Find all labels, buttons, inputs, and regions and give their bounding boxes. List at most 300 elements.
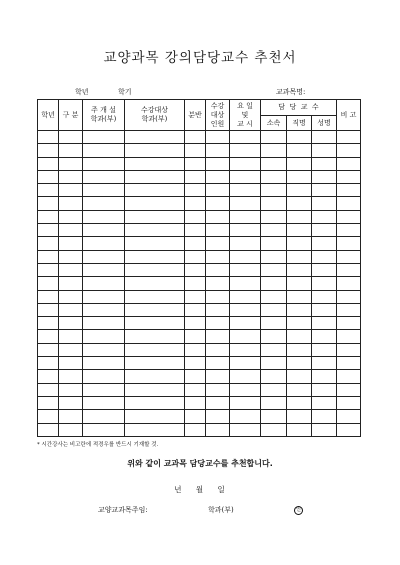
table-cell[interactable] <box>261 383 287 396</box>
table-cell[interactable] <box>337 370 361 383</box>
table-cell[interactable] <box>312 383 337 396</box>
table-cell[interactable] <box>337 357 361 370</box>
table-cell[interactable] <box>287 396 312 409</box>
table-cell[interactable] <box>261 170 287 183</box>
table-cell[interactable] <box>125 184 185 197</box>
table-cell[interactable] <box>38 357 59 370</box>
table-cell[interactable] <box>312 303 337 316</box>
table-cell[interactable] <box>312 131 337 144</box>
table-cell[interactable] <box>337 290 361 303</box>
table-cell[interactable] <box>230 383 261 396</box>
table-cell[interactable] <box>287 250 312 263</box>
table-cell[interactable] <box>337 144 361 157</box>
table-cell[interactable] <box>38 250 59 263</box>
table-cell[interactable] <box>206 410 230 423</box>
table-cell[interactable] <box>59 131 83 144</box>
table-cell[interactable] <box>287 144 312 157</box>
table-cell[interactable] <box>206 170 230 183</box>
table-cell[interactable] <box>125 423 185 436</box>
table-cell[interactable] <box>59 423 83 436</box>
table-cell[interactable] <box>38 157 59 170</box>
table-cell[interactable] <box>185 423 206 436</box>
table-cell[interactable] <box>83 396 125 409</box>
table-cell[interactable] <box>261 317 287 330</box>
table-cell[interactable] <box>230 370 261 383</box>
table-cell[interactable] <box>287 224 312 237</box>
table-cell[interactable] <box>261 370 287 383</box>
table-cell[interactable] <box>287 157 312 170</box>
table-cell[interactable] <box>185 277 206 290</box>
table-cell[interactable] <box>38 210 59 223</box>
table-cell[interactable] <box>83 210 125 223</box>
seal-mark <box>294 505 303 515</box>
table-cell[interactable] <box>83 144 125 157</box>
table-cell[interactable] <box>230 224 261 237</box>
table-cell[interactable] <box>125 237 185 250</box>
table-cell[interactable] <box>185 224 206 237</box>
table-cell[interactable] <box>206 317 230 330</box>
table-cell[interactable] <box>59 317 83 330</box>
table-cell[interactable] <box>261 157 287 170</box>
table-cell[interactable] <box>261 210 287 223</box>
table-cell[interactable] <box>337 170 361 183</box>
table-cell[interactable] <box>38 290 59 303</box>
table-cell[interactable] <box>230 144 261 157</box>
table-cell[interactable] <box>125 210 185 223</box>
table-cell[interactable] <box>230 330 261 343</box>
table-cell[interactable] <box>185 330 206 343</box>
table-row <box>38 396 361 409</box>
table-cell[interactable] <box>287 184 312 197</box>
dept-label: 학과(부) <box>208 506 234 514</box>
header-professor: 담 당 교 수 <box>261 100 337 116</box>
header-name: 성명 <box>312 116 337 131</box>
table-cell[interactable] <box>230 237 261 250</box>
table-row <box>38 144 361 157</box>
header-grade: 학년 <box>38 100 59 131</box>
table-cell[interactable] <box>206 330 230 343</box>
header-rank: 직명 <box>287 116 312 131</box>
table-cell[interactable] <box>312 277 337 290</box>
table-cell[interactable] <box>206 263 230 276</box>
table-cell[interactable] <box>312 197 337 210</box>
table-cell[interactable] <box>185 184 206 197</box>
table-cell[interactable] <box>206 277 230 290</box>
table-cell[interactable] <box>185 250 206 263</box>
table-cell[interactable] <box>206 290 230 303</box>
table-cell[interactable] <box>287 410 312 423</box>
table-cell[interactable] <box>312 370 337 383</box>
table-cell[interactable] <box>83 370 125 383</box>
table-cell[interactable] <box>59 184 83 197</box>
table-cell[interactable] <box>125 197 185 210</box>
table-cell[interactable] <box>185 290 206 303</box>
header-day-line3: 교 시 <box>237 119 253 128</box>
table-cell[interactable] <box>38 277 59 290</box>
table-row <box>38 370 361 383</box>
table-cell[interactable] <box>337 250 361 263</box>
table-cell[interactable] <box>337 197 361 210</box>
table-cell[interactable] <box>312 263 337 276</box>
table-cell[interactable] <box>337 317 361 330</box>
table-cell[interactable] <box>337 410 361 423</box>
table-cell[interactable] <box>83 197 125 210</box>
table-cell[interactable] <box>125 343 185 356</box>
table-cell[interactable] <box>337 396 361 409</box>
table-cell[interactable] <box>261 184 287 197</box>
table-cell[interactable] <box>337 224 361 237</box>
table-cell[interactable] <box>287 303 312 316</box>
table-cell[interactable] <box>337 157 361 170</box>
header-enrollment-line1: 수강 <box>210 101 225 110</box>
table-cell[interactable] <box>312 224 337 237</box>
table-cell[interactable] <box>261 343 287 356</box>
table-cell[interactable] <box>206 210 230 223</box>
table-cell[interactable] <box>59 250 83 263</box>
table-cell[interactable] <box>185 317 206 330</box>
table-cell[interactable] <box>230 303 261 316</box>
table-row <box>38 197 361 210</box>
table-cell[interactable] <box>261 131 287 144</box>
table-cell[interactable] <box>59 197 83 210</box>
table-cell[interactable] <box>83 303 125 316</box>
table-cell[interactable] <box>287 343 312 356</box>
table-cell[interactable] <box>312 317 337 330</box>
table-cell[interactable] <box>287 210 312 223</box>
table-cell[interactable] <box>59 383 83 396</box>
table-cell[interactable] <box>185 343 206 356</box>
table-cell[interactable] <box>125 263 185 276</box>
table-cell[interactable] <box>230 184 261 197</box>
table-cell[interactable] <box>287 277 312 290</box>
table-cell[interactable] <box>261 144 287 157</box>
table-cell[interactable] <box>125 224 185 237</box>
table-cell[interactable] <box>337 423 361 436</box>
table-cell[interactable] <box>59 290 83 303</box>
table-cell[interactable] <box>38 303 59 316</box>
table-cell[interactable] <box>312 357 337 370</box>
table-cell[interactable] <box>38 144 59 157</box>
table-cell[interactable] <box>312 396 337 409</box>
table-cell[interactable] <box>83 410 125 423</box>
table-cell[interactable] <box>312 157 337 170</box>
table-cell[interactable] <box>59 210 83 223</box>
table-cell[interactable] <box>83 237 125 250</box>
table-cell[interactable] <box>337 277 361 290</box>
table-cell[interactable] <box>312 170 337 183</box>
table-cell[interactable] <box>230 343 261 356</box>
table-cell[interactable] <box>206 144 230 157</box>
table-cell[interactable] <box>83 383 125 396</box>
table-cell[interactable] <box>38 383 59 396</box>
table-cell[interactable] <box>125 157 185 170</box>
table-cell[interactable] <box>59 370 83 383</box>
table-cell[interactable] <box>261 224 287 237</box>
header-enrollment-line2: 대상 <box>210 110 225 119</box>
table-cell[interactable] <box>287 383 312 396</box>
table-cell[interactable] <box>206 357 230 370</box>
table-cell[interactable] <box>59 237 83 250</box>
table-cell[interactable] <box>337 210 361 223</box>
header-host-dept <box>83 100 125 131</box>
table-cell[interactable] <box>59 144 83 157</box>
table-cell[interactable] <box>261 277 287 290</box>
table-row <box>38 423 361 436</box>
table-cell[interactable] <box>230 263 261 276</box>
table-row <box>38 410 361 423</box>
table-row <box>38 131 361 144</box>
table-cell[interactable] <box>261 423 287 436</box>
header-target-dept-line1: 수강대상 <box>140 106 169 114</box>
table-cell[interactable] <box>312 290 337 303</box>
table-cell[interactable] <box>59 157 83 170</box>
table-cell[interactable] <box>38 317 59 330</box>
table-cell[interactable] <box>230 250 261 263</box>
header-target-dept-line2: 학과(부) <box>141 115 168 123</box>
table-cell[interactable] <box>125 290 185 303</box>
table-cell[interactable] <box>125 303 185 316</box>
table-cell[interactable] <box>59 224 83 237</box>
table-cell[interactable] <box>125 330 185 343</box>
director-label: 교양교과목주임: <box>98 506 148 514</box>
table-row <box>38 184 361 197</box>
table-cell[interactable] <box>125 277 185 290</box>
table-cell[interactable] <box>261 396 287 409</box>
table-cell[interactable] <box>206 343 230 356</box>
table-cell[interactable] <box>261 330 287 343</box>
table-cell[interactable] <box>59 303 83 316</box>
table-cell[interactable] <box>83 224 125 237</box>
table-cell[interactable] <box>125 250 185 263</box>
table-cell[interactable] <box>83 250 125 263</box>
table-cell[interactable] <box>59 410 83 423</box>
recommendation-table <box>37 99 361 437</box>
table-cell[interactable] <box>185 170 206 183</box>
table-cell[interactable] <box>337 263 361 276</box>
table-cell[interactable] <box>312 210 337 223</box>
table-row <box>38 263 361 276</box>
table-cell[interactable] <box>287 131 312 144</box>
table-cell[interactable] <box>261 250 287 263</box>
header-affiliation: 소속 <box>261 116 287 131</box>
table-row <box>38 237 361 250</box>
header-enrollment <box>206 100 230 131</box>
table-cell[interactable] <box>185 131 206 144</box>
table-cell[interactable] <box>312 423 337 436</box>
table-row <box>38 383 361 396</box>
table-cell[interactable] <box>312 330 337 343</box>
table-cell[interactable] <box>59 396 83 409</box>
table-cell[interactable] <box>185 396 206 409</box>
table-cell[interactable] <box>261 197 287 210</box>
table-cell[interactable] <box>125 410 185 423</box>
table-cell[interactable] <box>38 237 59 250</box>
header-enrollment-line3: 인원 <box>210 119 225 128</box>
table-cell[interactable] <box>337 237 361 250</box>
table-cell[interactable] <box>287 317 312 330</box>
table-cell[interactable] <box>312 250 337 263</box>
table-cell[interactable] <box>38 423 59 436</box>
header-host-dept-line2: 학과(부) <box>90 115 117 123</box>
table-cell[interactable] <box>38 184 59 197</box>
table-cell[interactable] <box>83 317 125 330</box>
table-cell[interactable] <box>261 263 287 276</box>
table-cell[interactable] <box>230 290 261 303</box>
table-cell[interactable] <box>59 263 83 276</box>
table-cell[interactable] <box>287 423 312 436</box>
table-cell[interactable] <box>38 224 59 237</box>
table-cell[interactable] <box>185 370 206 383</box>
table-cell[interactable] <box>261 303 287 316</box>
table-cell[interactable] <box>287 197 312 210</box>
table-cell[interactable] <box>312 144 337 157</box>
table-row <box>38 357 361 370</box>
table-cell[interactable] <box>125 396 185 409</box>
table-row <box>38 290 361 303</box>
table-row <box>38 170 361 183</box>
table-row <box>38 250 361 263</box>
table-row <box>38 277 361 290</box>
table-cell[interactable] <box>206 237 230 250</box>
table-cell[interactable] <box>83 170 125 183</box>
table-cell[interactable] <box>206 423 230 436</box>
table-body <box>38 131 361 437</box>
table-cell[interactable] <box>83 343 125 356</box>
table-cell[interactable] <box>312 410 337 423</box>
course-name-label: 교과목명: <box>276 88 306 96</box>
table-cell[interactable] <box>83 263 125 276</box>
table-cell[interactable] <box>206 157 230 170</box>
table-cell[interactable] <box>287 170 312 183</box>
table-cell[interactable] <box>261 357 287 370</box>
table-cell[interactable] <box>337 330 361 343</box>
table-cell[interactable] <box>261 290 287 303</box>
table-cell[interactable] <box>287 263 312 276</box>
table-cell[interactable] <box>230 157 261 170</box>
table-cell[interactable] <box>230 197 261 210</box>
table-cell[interactable] <box>185 410 206 423</box>
header-remarks: 비 고 <box>337 100 361 131</box>
table-cell[interactable] <box>125 131 185 144</box>
table-cell[interactable] <box>59 330 83 343</box>
table-cell[interactable] <box>287 357 312 370</box>
table-cell[interactable] <box>38 343 59 356</box>
table-cell[interactable] <box>83 277 125 290</box>
table-row <box>38 343 361 356</box>
table-cell[interactable] <box>83 290 125 303</box>
table-cell[interactable] <box>38 370 59 383</box>
table-cell[interactable] <box>83 157 125 170</box>
table-cell[interactable] <box>337 131 361 144</box>
date-day-label: 일 <box>217 485 226 494</box>
table-cell[interactable] <box>185 237 206 250</box>
table-cell[interactable] <box>185 303 206 316</box>
table-cell[interactable] <box>59 343 83 356</box>
table-cell[interactable] <box>312 237 337 250</box>
table-cell[interactable] <box>38 263 59 276</box>
table-cell[interactable] <box>83 131 125 144</box>
table-cell[interactable] <box>261 237 287 250</box>
table-cell[interactable] <box>38 170 59 183</box>
table-cell[interactable] <box>261 410 287 423</box>
table-cell[interactable] <box>230 410 261 423</box>
table-cell[interactable] <box>38 131 59 144</box>
table-cell[interactable] <box>287 370 312 383</box>
table-cell[interactable] <box>59 170 83 183</box>
table-cell[interactable] <box>206 197 230 210</box>
table-cell[interactable] <box>83 357 125 370</box>
table-cell[interactable] <box>206 303 230 316</box>
table-cell[interactable] <box>125 383 185 396</box>
table-cell[interactable] <box>38 330 59 343</box>
table-cell[interactable] <box>83 423 125 436</box>
date-line <box>0 484 400 495</box>
table-cell[interactable] <box>206 184 230 197</box>
table-cell[interactable] <box>312 343 337 356</box>
table-cell[interactable] <box>230 131 261 144</box>
table-cell[interactable] <box>185 263 206 276</box>
table-cell[interactable] <box>125 357 185 370</box>
table-cell[interactable] <box>38 410 59 423</box>
header-host-dept-line1: 주 개 설 <box>91 106 116 114</box>
year-label: 학년 <box>75 88 89 96</box>
document-title: 교양과목 강의담당교수 추천서 <box>103 50 297 66</box>
table-cell[interactable] <box>230 423 261 436</box>
table-cell[interactable] <box>83 184 125 197</box>
table-cell[interactable] <box>287 237 312 250</box>
table-cell[interactable] <box>59 277 83 290</box>
table-cell[interactable] <box>125 370 185 383</box>
table-cell[interactable] <box>59 357 83 370</box>
table-cell[interactable] <box>38 197 59 210</box>
table-cell[interactable] <box>230 357 261 370</box>
table-cell[interactable] <box>83 330 125 343</box>
table-cell[interactable] <box>125 317 185 330</box>
table-cell[interactable] <box>337 184 361 197</box>
table-cell[interactable] <box>206 383 230 396</box>
table-cell[interactable] <box>206 224 230 237</box>
table-cell[interactable] <box>206 250 230 263</box>
table-cell[interactable] <box>185 357 206 370</box>
header-section: 분반 <box>185 100 206 131</box>
table-cell[interactable] <box>230 210 261 223</box>
header-day-period <box>230 100 261 131</box>
table-cell[interactable] <box>185 383 206 396</box>
table-cell[interactable] <box>230 170 261 183</box>
table-cell[interactable] <box>38 396 59 409</box>
table-cell[interactable] <box>125 144 185 157</box>
table-cell[interactable] <box>230 277 261 290</box>
table-cell[interactable] <box>337 343 361 356</box>
table-cell[interactable] <box>230 396 261 409</box>
table-cell[interactable] <box>206 131 230 144</box>
table-cell[interactable] <box>206 396 230 409</box>
table-cell[interactable] <box>185 197 206 210</box>
table-cell[interactable] <box>337 383 361 396</box>
table-cell[interactable] <box>287 290 312 303</box>
table-cell[interactable] <box>312 184 337 197</box>
table-cell[interactable] <box>185 157 206 170</box>
table-cell[interactable] <box>185 210 206 223</box>
date-month-label: 월 <box>195 485 205 494</box>
table-cell[interactable] <box>337 303 361 316</box>
table-cell[interactable] <box>125 170 185 183</box>
table-cell[interactable] <box>230 317 261 330</box>
table-cell[interactable] <box>287 330 312 343</box>
table-cell[interactable] <box>185 144 206 157</box>
table-cell[interactable] <box>206 370 230 383</box>
header-category: 구 분 <box>59 100 83 131</box>
